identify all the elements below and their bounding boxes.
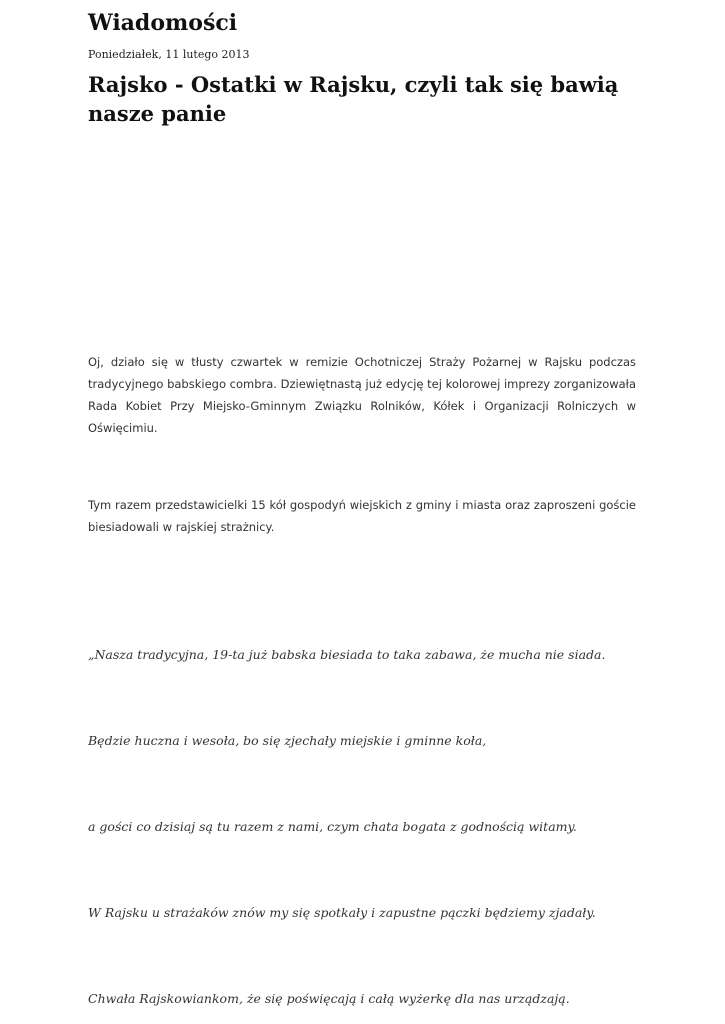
verse-line: Chwała Rajskowiankom, że się poświęcają i całą wyżerkę dla nas urządzają. (88, 991, 570, 1006)
article-paragraph: Tym razem przedstawicielki 15 kół gospodyń wiejskich z gminy i miasta oraz zaproszeni goście biesiadowali w rajskiej strażnicy. (88, 498, 636, 534)
section-title: Wiadomości (88, 10, 238, 36)
article-date: Poniedziałek, 11 lutego 2013 (88, 48, 250, 61)
verse-line: Będzie huczna i wesoła, bo się zjechały miejskie i gminne koła, (88, 733, 487, 748)
verse-line: „Nasza tradycyjna, 19-ta już babska biesiada to taka zabawa, że mucha nie siada. (88, 647, 606, 662)
verse-line: W Rajsku u strażaków znów my się spotkały i zapustne pączki będziemy zjadały. (88, 905, 596, 920)
article-paragraph: Oj, działo się w tłusty czwartek w remizie Ochotniczej Straży Pożarnej w Rajsku podczas tradycyjnego babskiego combra. Dziewiętnastą już edycję tej kolorowej imprezy zorganizowała Rada Kobiet Przy Miejsko-Gminnym Związku Rolników, Kółek i Organizacji Rolniczych w Oświęcimiu. (88, 355, 636, 435)
verse-line: a gości co dzisiaj są tu razem z nami, czym chata bogata z godnością witamy. (88, 819, 577, 834)
article-headline: Rajsko - Ostatki w Rajsku, czyli tak się bawią nasze panie (88, 72, 619, 126)
